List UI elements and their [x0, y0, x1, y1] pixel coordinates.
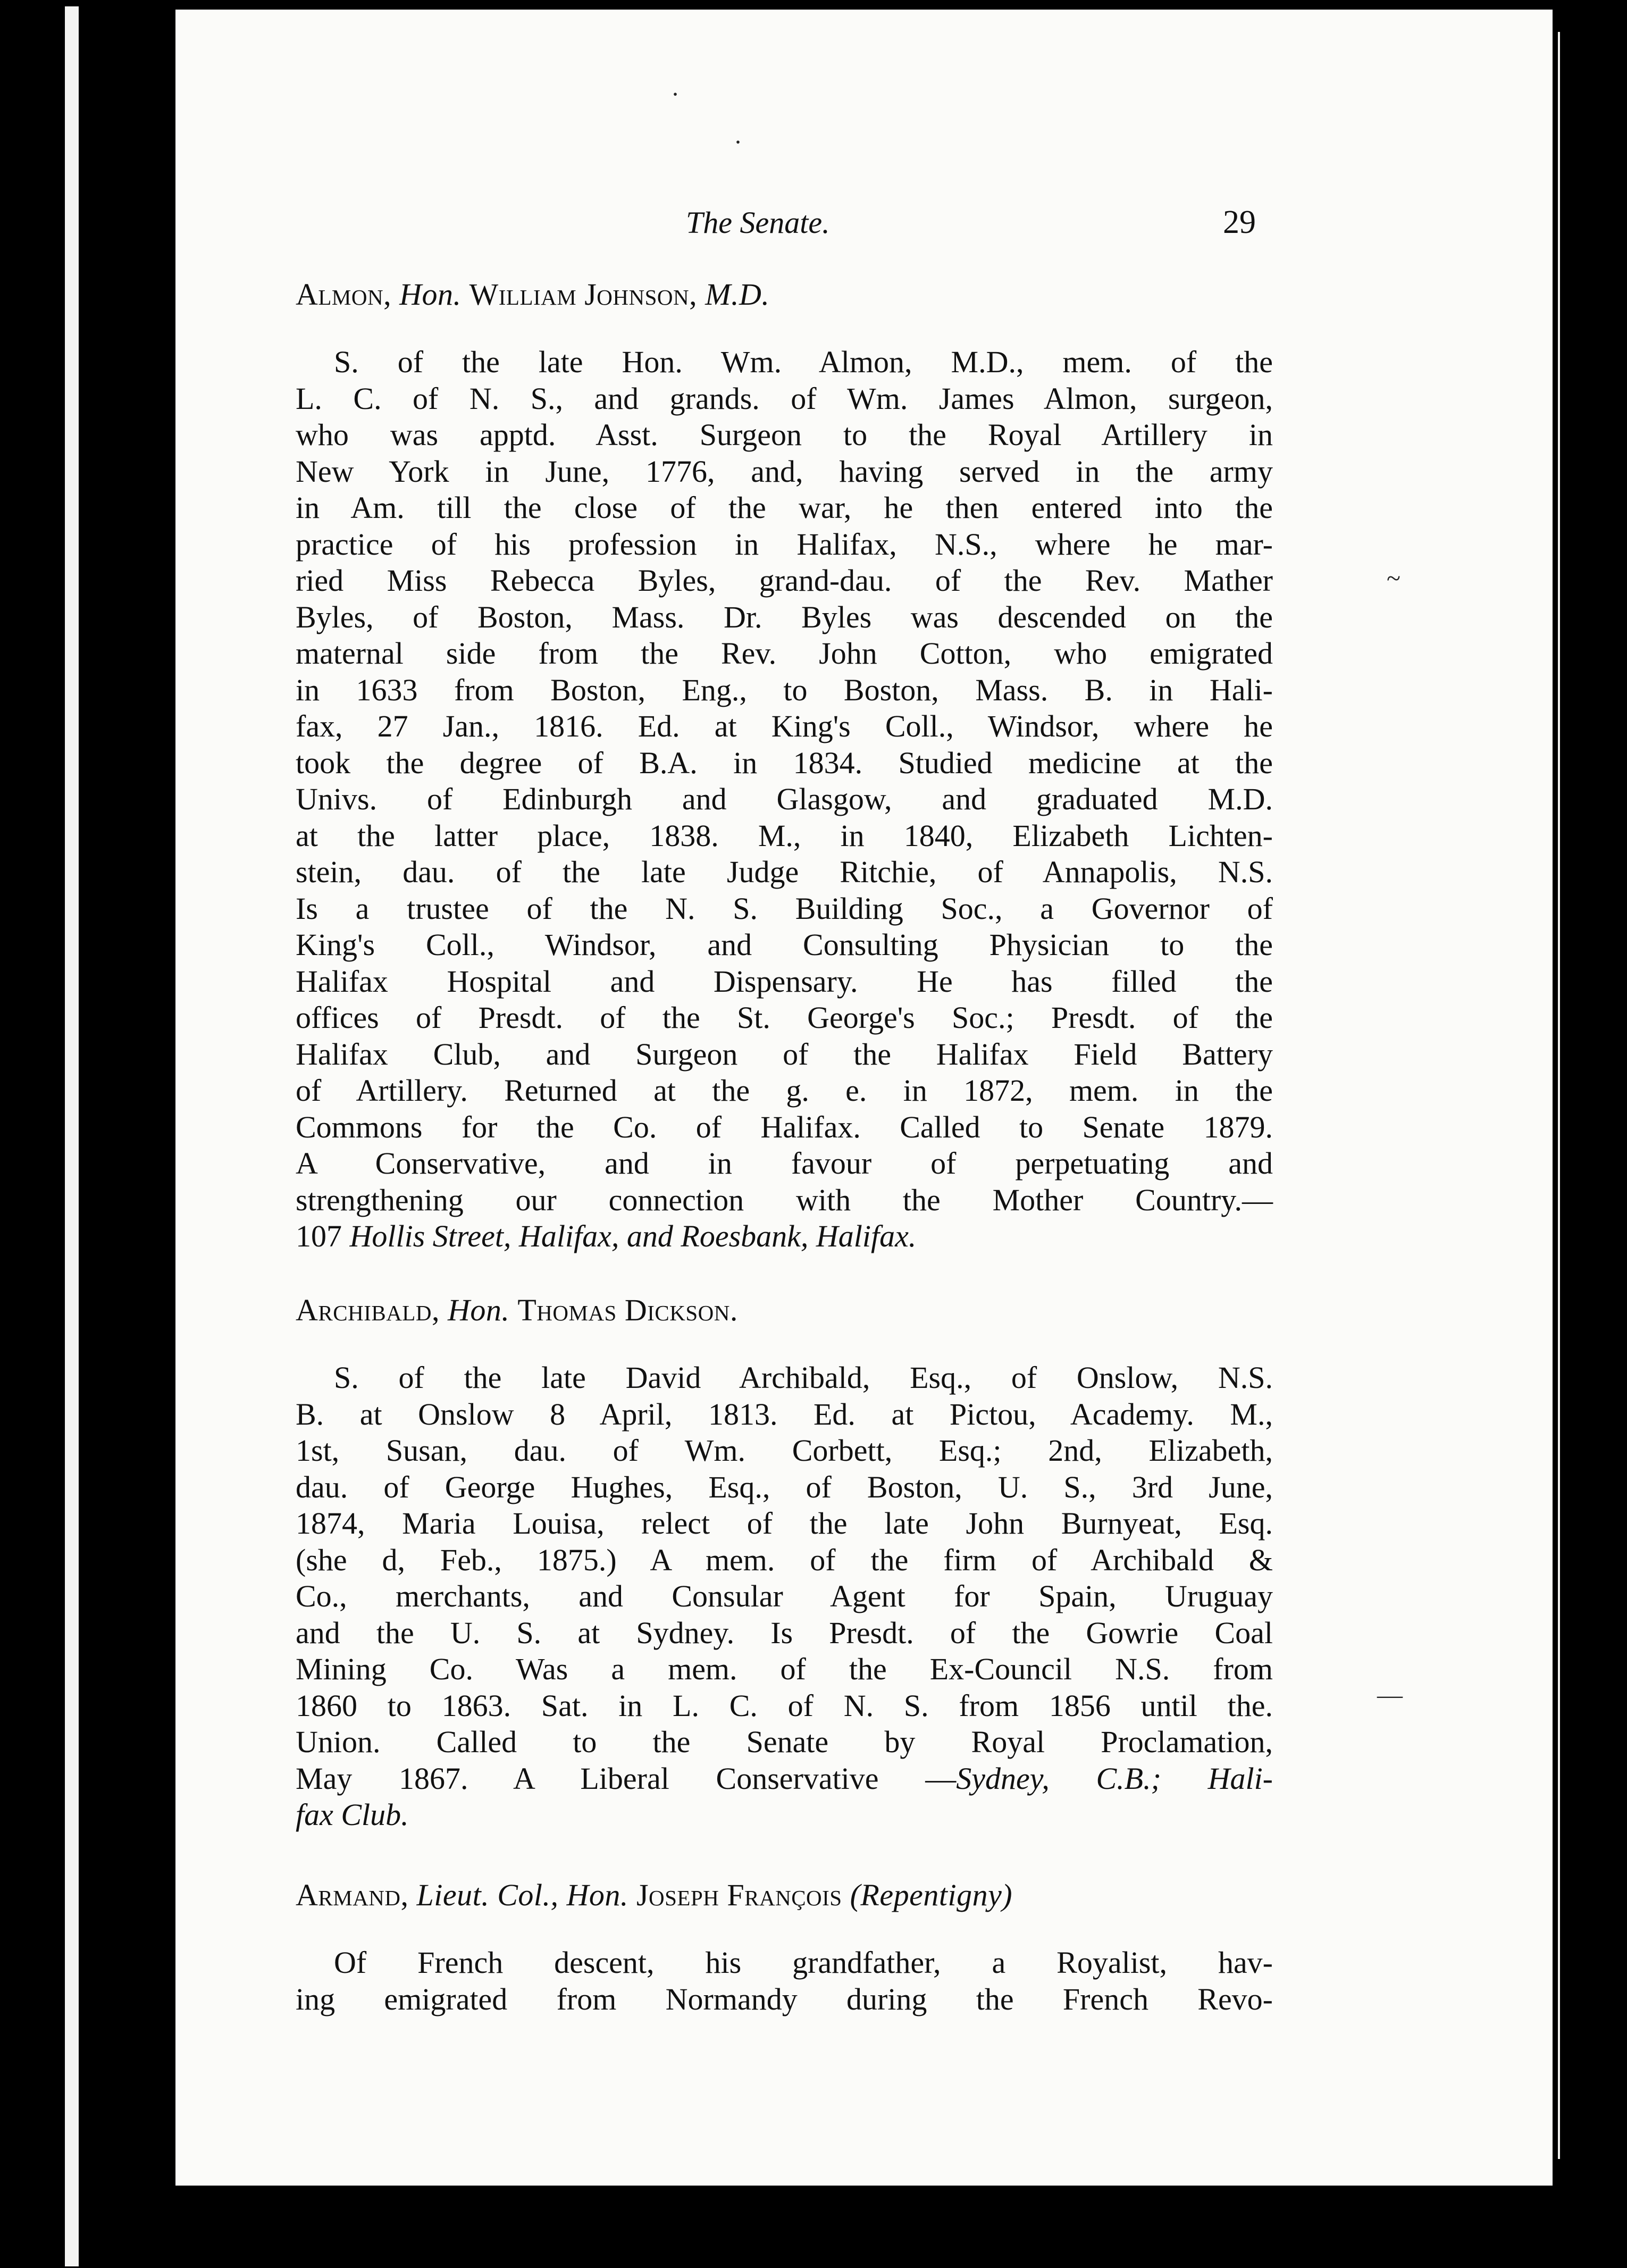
- text-line: stein, dau. of the late Judge Ritchie, of Annapolis, N.S.: [296, 855, 1273, 889]
- entry-surname: Almon: [296, 277, 384, 312]
- text-line: New York in June, 1776, and, having served in the army: [296, 454, 1273, 489]
- scan-edge-left: [65, 6, 79, 2266]
- text-line: (she d, Feb., 1875.) A mem. of the firm of Archibald &: [296, 1542, 1273, 1577]
- text-line: Halifax Hospital and Dispensary. He has filled the: [296, 964, 1273, 999]
- text-line: Commons for the Co. of Halifax. Called to Senate 1879.: [296, 1109, 1273, 1144]
- text-line: Is a trustee of the N. S. Building Soc., a Governor of: [296, 891, 1273, 926]
- running-title: The Senate.: [686, 205, 830, 240]
- entry-surname: Armand: [296, 1878, 401, 1912]
- text-line: and the U. S. at Sydney. Is Presdt. of the Gowrie Coal: [296, 1615, 1273, 1650]
- text-line: A Conservative, and in favour of perpetuating and: [296, 1146, 1273, 1181]
- text-line: Byles, of Boston, Mass. Dr. Byles was descended on the: [296, 599, 1273, 634]
- text-line: Union. Called to the Senate by Royal Proclamation,: [296, 1725, 1273, 1759]
- address-prefix: 107: [296, 1219, 350, 1253]
- text-line: 1st, Susan, dau. of Wm. Corbett, Esq.; 2nd, Elizabeth,: [296, 1433, 1273, 1468]
- entry-almon: [296, 277, 1273, 1255]
- entry-archibald: [296, 1292, 1273, 1834]
- entry-biography: [296, 344, 1273, 1255]
- text-line: who was apptd. Asst. Surgeon to the Royal Artillery in: [296, 417, 1273, 452]
- text-line: maternal side from the Rev. John Cotton, who emigrated: [296, 636, 1273, 671]
- text-line: in 1633 from Boston, Eng., to Boston, Mass. B. in Hali-: [296, 672, 1273, 707]
- text-line: practice of his profession in Halifax, N.S., where he mar-: [296, 526, 1273, 562]
- entry-heading: Armand, Lieut. Col., Hon. Joseph François (Repentigny): [296, 1878, 1013, 1912]
- entry-title: Hon.: [399, 277, 462, 312]
- entry-suffix: M.D.: [705, 277, 770, 312]
- text-line: of Artillery. Returned at the g. e. in 1872, mem. in the: [296, 1073, 1273, 1108]
- text-line: B. at Onslow 8 April, 1813. Ed. at Pictou, Academy. M.,: [296, 1396, 1273, 1432]
- speck: —: [1377, 1681, 1403, 1709]
- text-line: at the latter place, 1838. M., in 1840, Elizabeth Lichten-: [296, 818, 1273, 853]
- entry-title: Hon.: [566, 1878, 628, 1912]
- entry-given-names: William Johnson: [469, 277, 690, 312]
- scan-edge-right: [1558, 32, 1581, 2159]
- entry-biography: [296, 1360, 1273, 1834]
- text-line: S. of the late David Archibald, Esq., of Onslow, N.S.: [334, 1360, 1273, 1395]
- entry-title: Hon.: [447, 1293, 510, 1327]
- text-line: Halifax Club, and Surgeon of the Halifax Field Battery: [296, 1036, 1273, 1072]
- text-line: King's Coll., Windsor, and Consulting Physician to the: [296, 927, 1273, 962]
- text-line: fax, 27 Jan., 1816. Ed. at King's Coll., Windsor, where he: [296, 709, 1273, 743]
- text-line: L. C. of N. S., and grands. of Wm. James Almon, surgeon,: [296, 381, 1273, 416]
- speck: ~: [1387, 564, 1400, 592]
- entry-heading: Almon, Hon. William Johnson, M.D.: [296, 277, 770, 312]
- text-line: 1860 to 1863. Sat. in L. C. of N. S. from 1856 until the.: [296, 1688, 1273, 1723]
- entry-heading: Archibald, Hon. Thomas Dickson.: [296, 1293, 738, 1327]
- entry-biography: [296, 1945, 1273, 2018]
- entry-address: Sydney, C.B.; Hali-: [956, 1761, 1273, 1796]
- text-line: [296, 1761, 1273, 1797]
- entry-address-continued: fax Club.: [296, 1797, 409, 1832]
- text-line: ing emigrated from Normandy during the French Revo-: [296, 1981, 1273, 2016]
- text-line: 1874, Maria Louisa, relect of the late John Burnyeat, Esq.: [296, 1506, 1273, 1541]
- text-line: in Am. till the close of the war, he then entered into the: [296, 490, 1273, 525]
- text-line: dau. of George Hughes, Esq., of Boston, U. S., 3rd June,: [296, 1469, 1273, 1504]
- last-line-prefix: May 1867. A Liberal Conservative —: [296, 1761, 957, 1796]
- text-line: S. of the late Hon. Wm. Almon, M.D., mem. of the: [334, 345, 1273, 379]
- entry-address: Hollis Street, Halifax, and Roesbank, Halifax.: [349, 1219, 917, 1253]
- address-line: [296, 1218, 1273, 1255]
- text-line: strengthening our connection with the Mother Country.—: [296, 1182, 1273, 1217]
- entry-surname: Archibald: [296, 1293, 432, 1327]
- entry-given-names: Joseph François: [636, 1878, 842, 1912]
- entry-given-names: Thomas Dickson.: [517, 1293, 738, 1327]
- text-line: Of French descent, his grandfather, a Royalist, hav-: [334, 1945, 1273, 1980]
- text-line: offices of Presdt. of the St. George's Soc.; Presdt. of the: [296, 1000, 1273, 1035]
- speck: ·: [734, 128, 742, 156]
- text-line: ried Miss Rebecca Byles, grand-dau. of the Rev. Mather: [296, 563, 1273, 598]
- entry-armand: [296, 1877, 1273, 2018]
- speck: ·: [671, 80, 680, 108]
- entry-rank: Lieut. Col.,: [416, 1878, 559, 1912]
- text-line: Univs. of Edinburgh and Glasgow, and graduated M.D.: [296, 782, 1273, 816]
- entry-suffix: (Repentigny): [850, 1878, 1013, 1912]
- text-line: Mining Co. Was a mem. of the Ex-Council N.S. from: [296, 1652, 1273, 1686]
- text-line: Co., merchants, and Consular Agent for Spain, Uruguay: [296, 1579, 1273, 1613]
- page-number: 29: [1223, 204, 1256, 240]
- text-line: took the degree of B.A. in 1834. Studied medicine at the: [296, 745, 1273, 780]
